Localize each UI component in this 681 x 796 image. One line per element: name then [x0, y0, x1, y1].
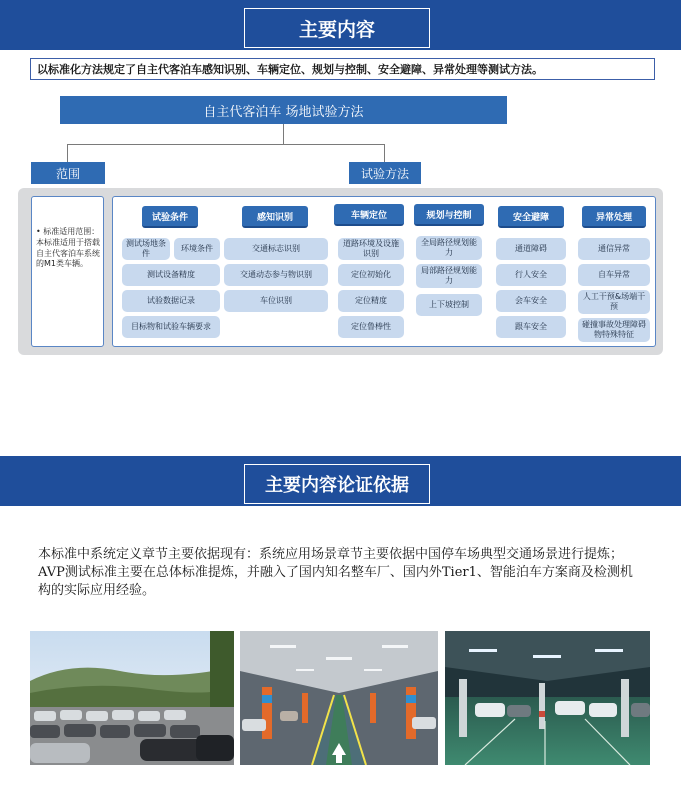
- method-item: 人工干预&场端干预: [578, 290, 650, 314]
- method-item: 试验数据记录: [122, 290, 220, 312]
- column-head-safety: 安全避障: [498, 206, 564, 228]
- method-item: 行人安全: [496, 264, 566, 286]
- column-head-positioning: 车辆定位: [334, 204, 404, 226]
- scope-box: [31, 196, 104, 347]
- method-item: 交通标志识别: [224, 238, 328, 260]
- column-head-exception: 异常处理: [582, 206, 646, 228]
- method-item: 目标物和试验车辆要求: [122, 316, 220, 338]
- method-item: 车位识别: [224, 290, 328, 312]
- method-item: 道路环境及设施识别: [338, 238, 404, 260]
- method-item: 通道障碍: [496, 238, 566, 260]
- method-item: 上下坡控制: [416, 294, 482, 316]
- column-head-planning-control: 规划与控制: [414, 204, 484, 226]
- scope-text: • 标准适用范围：本标准适用于搭载自主代客泊车系统的M1类车辆。: [36, 227, 100, 269]
- column-head-test-conditions: 试验条件: [142, 206, 198, 228]
- method-item: 通信异常: [578, 238, 650, 260]
- method-item: 定位鲁棒性: [338, 316, 404, 338]
- underground-garage-photo: [240, 631, 438, 765]
- method-item: 定位初始化: [338, 264, 404, 286]
- diagram-title: 自主代客泊车 场地试验方法: [60, 96, 507, 124]
- connector-line: [283, 124, 284, 144]
- scope-label: 范围: [31, 162, 105, 184]
- connector-line: [67, 144, 68, 162]
- method-item: 测试场地条件: [122, 238, 170, 260]
- method-item: 局部路径规划能力: [416, 264, 482, 288]
- connector-line: [67, 144, 385, 145]
- indoor-parking-photo: [445, 631, 650, 765]
- connector-line: [384, 144, 385, 162]
- section-title: 主要内容: [244, 8, 430, 48]
- outdoor-parking-lot-photo: [30, 631, 234, 765]
- column-head-perception: 感知识别: [242, 206, 308, 228]
- method-item: 定位精度: [338, 290, 404, 312]
- section-banner-basis: [0, 456, 681, 506]
- summary-text: 以标准化方法规定了自主代客泊车感知识别、车辆定位、规划与控制、安全避障、异常处理等测试方法。: [30, 58, 655, 80]
- method-item: 自车异常: [578, 264, 650, 286]
- method-item: 跟车安全: [496, 316, 566, 338]
- method-item: 环境条件: [174, 238, 220, 260]
- method-item: 会车安全: [496, 290, 566, 312]
- method-item: 碰撞事故处理障碍物特殊特征: [578, 318, 650, 342]
- method-item: 测试设备精度: [122, 264, 220, 286]
- section-banner-main-content: [0, 0, 681, 50]
- basis-paragraph: 本标准中系统定义章节主要依据现有：系统应用场景章节主要依据中国停车场典型交通场景进行提炼；AVP测试标准主要在总体标准提炼，并融入了国内知名整车厂、国内外Tier1、智能泊车方案商及检测机构的实际应用经验。: [38, 547, 633, 598]
- method-label: 试验方法: [349, 162, 421, 184]
- section-title: 主要内容论证依据: [244, 464, 430, 504]
- method-item: 全局路径规划能力: [416, 236, 482, 260]
- method-item: 交通动态参与物识别: [224, 264, 328, 286]
